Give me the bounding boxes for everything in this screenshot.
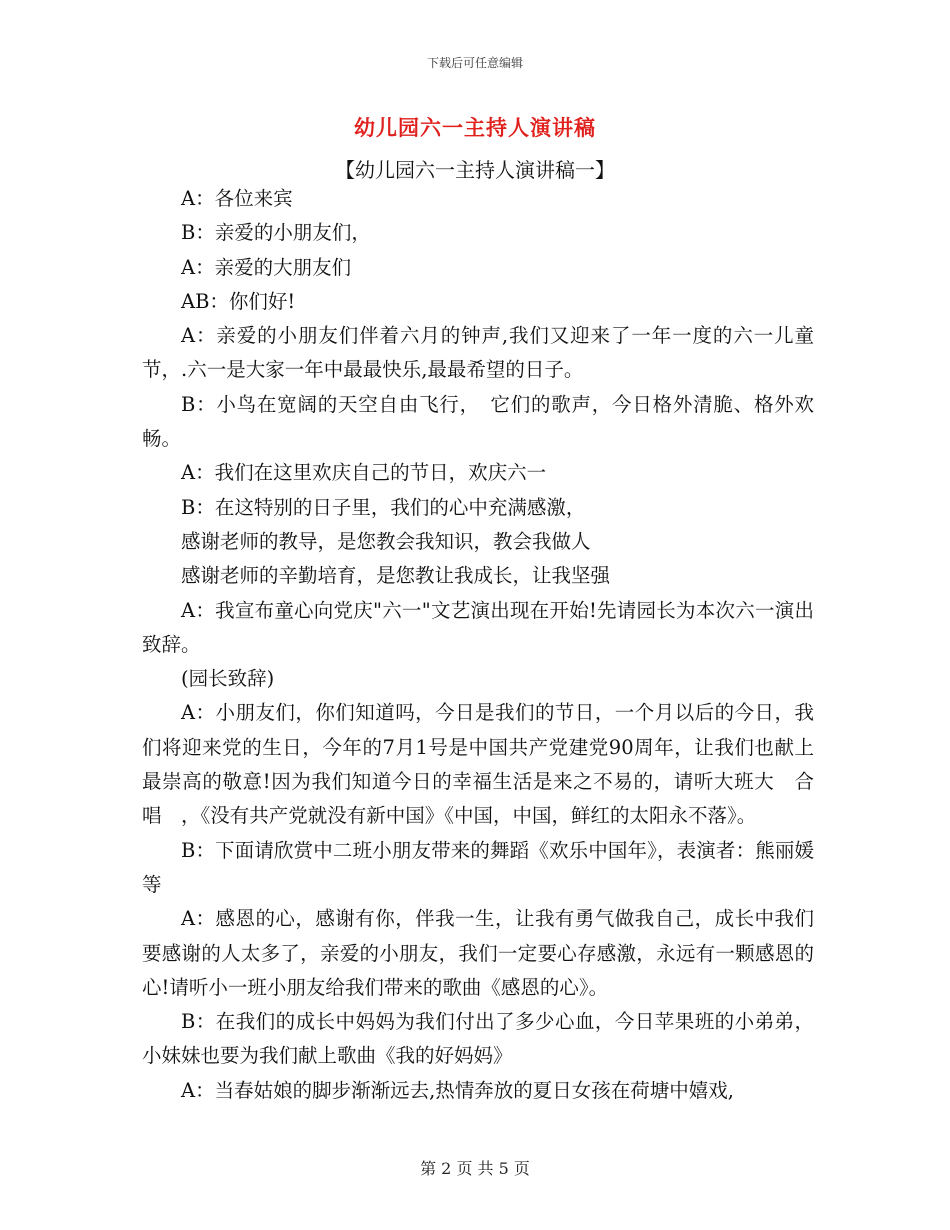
paragraph: B：下面请欣赏中二班小朋友带来的舞蹈《欢乐中国年》，表演者：熊丽媛等 xyxy=(142,838,814,896)
document-body xyxy=(142,182,834,1108)
paragraph: B：在这特别的日子里，我们的心中充满感激， xyxy=(181,495,586,519)
paragraph: B：在我们的成长中妈妈为我们付出了多少心血，今日苹果班的小弟弟，小妹妹也要为我们献上歌曲《我的好妈妈》 xyxy=(142,1010,814,1068)
paragraph: A：各位来宾 xyxy=(181,187,293,210)
page-header-note: 下载后可任意编辑 xyxy=(426,56,523,70)
page-number-footer: 第 2 页 共 5 页 xyxy=(420,1159,530,1178)
paragraph: A：我们在这里欢庆自己的节日，欢庆六一 xyxy=(181,461,547,485)
paragraph: A：感恩的心，感谢有你，伴我一生，让我有勇气做我自己，成长中我们要感谢的人太多了，亲爱的小朋友，我们一定要心存感激，永远有一颗感恩的心!请听小一班小朋友给我们带来的歌曲《感恩的心》。 xyxy=(142,907,814,999)
paragraph: A：亲爱的大朋友们 xyxy=(181,255,352,279)
paragraph: (园长致辞) xyxy=(181,667,275,691)
paragraph: A：小朋友们，你们知道吗，今日是我们的节日，一个月以后的今日，我们将迎来党的生日，今年的7月1号是中国共产党建党90周年，让我们也献上最崇高的敬意!因为我们知道今日的幸福生活是来之不易的，请听大班大 合 唱 ，《没有共产党就没有新中国》《中国，中国，鲜红的太阳永不落》。 xyxy=(142,701,834,828)
paragraph: A：当春姑娘的脚步渐渐远去,热情奔放的夏日女孩在荷塘中嬉戏, xyxy=(181,1078,734,1102)
paragraph: B：亲爱的小朋友们， xyxy=(181,221,371,245)
paragraph: 感谢老师的教导，是您教会我知识，教会我做人 xyxy=(181,529,591,553)
paragraph: 感谢老师的辛勤培育，是您教让我成长，让我坚强 xyxy=(181,564,611,588)
section-title: 【幼儿园六一主持人演讲稿一】 xyxy=(335,158,615,182)
document-title: 幼儿园六一主持人演讲稿 xyxy=(354,116,596,140)
paragraph: B：小鸟在宽阔的天空自由飞行， 它们的歌声，今日格外清脆、格外欢畅。 xyxy=(142,392,814,451)
paragraph: A：我宣布童心向党庆"六一"文艺演出现在开始!先请园长为本次六一演出致辞。 xyxy=(142,598,814,656)
paragraph: AB：你们好! xyxy=(181,289,296,313)
paragraph: A：亲爱的小朋友们伴着六月的钟声,我们又迎来了一年一度的六一儿童节，.六一是大家一年中最最快乐,最最希望的日子。 xyxy=(142,324,814,382)
